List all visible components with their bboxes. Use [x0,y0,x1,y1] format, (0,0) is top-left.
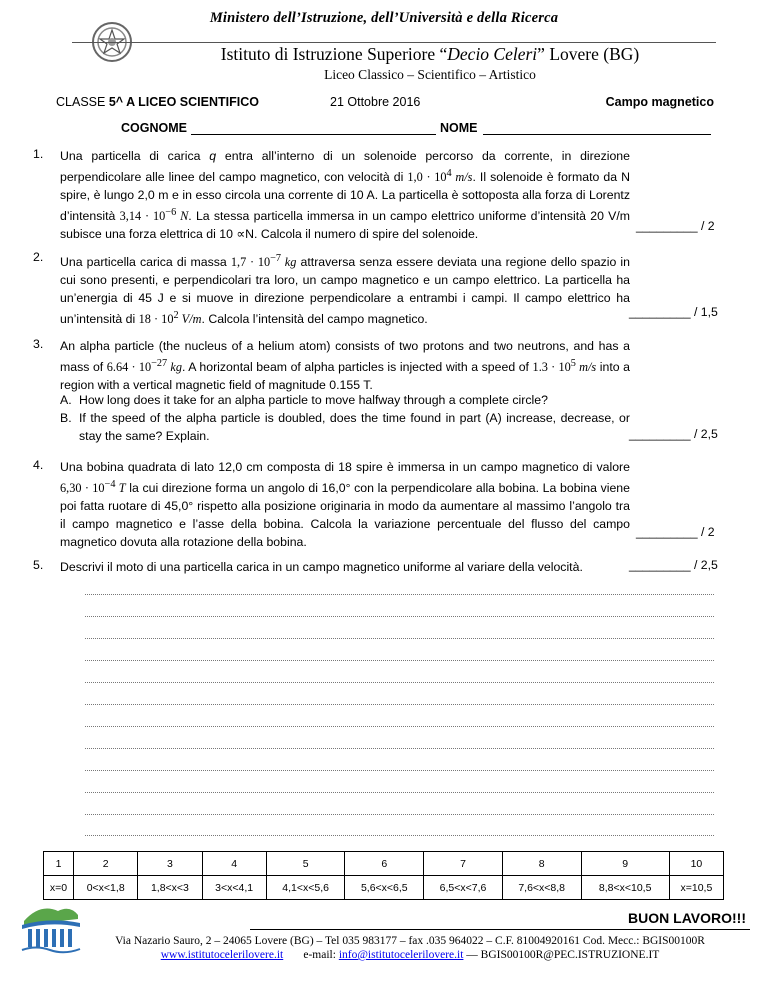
nome-label: NOME [440,121,478,135]
institute-subtitle: Liceo Classico – Scientifico – Artistico [324,67,536,82]
answer-line[interactable] [85,770,714,771]
answer-line[interactable] [85,638,714,639]
score-field-3[interactable]: _________ / 2,5 [629,427,718,441]
cognome-field[interactable] [191,134,436,135]
question-5-text: Descrivi il moto di una particella carica in un campo magnetico uniforme al variare della velocità. [60,560,583,574]
range-cell: 4,1<x<5,6 [266,876,345,900]
question-1-text: Una particella di carica q entra all’interno di un solenoide percorso da corrente, in direzione perpendicolare alle linee del campo magnetico, con velocità di $1,0 \cdot 10^4$ m/s. Il solenoide è formato da N spire, è lungo 2,0 m e in esso circola una corrente di 10 A. La particella è sottoposta alla forza di Lorentz d’intensità $3,14 \cdot 10^{-6}$ N. La stessa particella immersa in un campo elettrico uniforme d’intensità 20 V/m subisce una forza elettrica di 10 ∝N. Calcola il numero di spire del solenoide. [60,149,630,242]
question-3b-text: If the speed of the alpha particle is doubled, does the time found in part (A) increase, decrease, or stay the same? Explain. [79,411,630,443]
answer-line[interactable] [85,704,714,705]
answer-line[interactable] [85,814,714,815]
question-number: 3. [33,337,44,351]
question-3a-text: How long does it take for an alpha particle to move halfway through a complete circle? [79,393,548,407]
range-cell: x=0 [44,876,74,900]
grade-cell: 8 [502,852,581,876]
question-number: 2. [33,250,44,264]
school-logo [20,895,82,955]
question-3-text: An alpha particle (the nucleus of a helium atom) consists of two protons and two neutrons, and has a mass of $6.64 \cdot 10^{-27}$ kg. A horizontal beam of alpha particles is injected with a speed of $1.3 \cdot 10^5$ m/s into a region with a vertical magnetic field of magnitude 0.155 T. [60,339,630,393]
answer-line[interactable] [85,682,714,683]
question-2-text: Una particella carica di massa $1,7 \cdot 10^{-7}$ kg attraversa senza essere deviata una regione dello spazio in cui sono presenti, e perpendicolari tra loro, un campo magnetico e un campo elettrico. La particella ha un’energia di 45 J e si muove in direzione perpendicolare a entrambi i campi. Il campo elettrico ha un’intensità di $18 \cdot 10^2$ V/m. Calcola l’intensità del campo magnetico. [60,253,630,327]
answer-line[interactable] [85,594,714,595]
cognome-label: COGNOME [121,121,187,135]
answer-line[interactable] [85,835,714,836]
ministry-title: Ministero dell’Istruzione, dell’Università e della Ricerca [209,10,559,26]
answer-line[interactable] [85,792,714,793]
grade-cell: 3 [138,852,202,876]
range-cell: 5,6<x<6,5 [345,876,424,900]
range-cell: 6,5<x<7,6 [424,876,503,900]
nome-field[interactable] [483,134,711,135]
grade-cell: 1 [44,852,74,876]
grade-range-row [44,876,724,900]
score-field-4[interactable]: _________ / 2 [636,525,715,539]
answer-line[interactable] [85,726,714,727]
range-cell: 7,6<x<8,8 [502,876,581,900]
institute-title: Istituto di Istruzione Superiore “Decio Celeri” Lovere (BG) [220,44,640,64]
grade-cell: 5 [266,852,345,876]
footer-divider [250,929,750,930]
answer-line[interactable] [85,660,714,661]
grade-header-row [44,852,724,876]
grading-table [43,851,724,900]
footer-contacts: www.istitutocelerilovere.it e-mail: info@istitutocelerilovere.it — BGIS00100R@PEC.ISTRUZIONE.IT [160,949,660,961]
question-4-text: Una bobina quadrata di lato 12,0 cm composta di 18 spire è immersa in un campo magnetico di valore $6,30 \cdot 10^{-4}$ T la cui direzione forma un angolo di 16,0° con la perpendicolare alla bobina. La bobina viene poi fatta ruotare di 45,0° rispetto alla posizione originaria in modo da aumentare al massimo l’angolo tra il campo magnetico e l’asse della bobina. Calcola la variazione percentuale del flusso del campo magnetico dovuta alla rotazione della bobina. [60,460,630,550]
class-label: CLASSE 5^ A LICEO SCIENTIFICO [56,95,259,109]
question-3a: A. [60,393,72,407]
range-cell: 8,8<x<10,5 [581,876,669,900]
email-link[interactable]: info@istitutocelerilovere.it [338,949,464,961]
range-cell: x=10,5 [669,876,723,900]
question-number: 1. [33,147,44,161]
grade-cell: 2 [74,852,138,876]
closing-text: BUON LAVORO!!! [628,910,746,926]
grade-cell: 10 [669,852,723,876]
range-cell: 1,8<x<3 [138,876,202,900]
grade-cell: 9 [581,852,669,876]
question-number: 5. [33,558,44,572]
question-3b: B. [60,411,72,425]
header-divider [72,42,716,43]
range-cell: 0<x<1,8 [74,876,138,900]
score-field-2[interactable]: _________ / 1,5 [629,305,718,319]
exam-date: 21 Ottobre 2016 [330,95,421,109]
website-link[interactable]: www.istitutocelerilovere.it [160,949,284,961]
answer-line[interactable] [85,616,714,617]
range-cell: 3<x<4,1 [202,876,266,900]
exam-topic: Campo magnetico [605,95,714,109]
answer-line[interactable] [85,748,714,749]
score-field-5[interactable]: _________ / 2,5 [629,558,718,572]
grade-cell: 7 [424,852,503,876]
footer-address: Via Nazario Sauro, 2 – 24065 Lovere (BG) – Tel 035 983177 – fax .035 964022 – C.F. 81004920161 Cod. Mecc.: BGIS00100R [115,935,705,947]
question-number: 4. [33,458,44,472]
grade-cell: 6 [345,852,424,876]
grade-cell: 4 [202,852,266,876]
score-field-1[interactable]: _________ / 2 [636,219,715,233]
